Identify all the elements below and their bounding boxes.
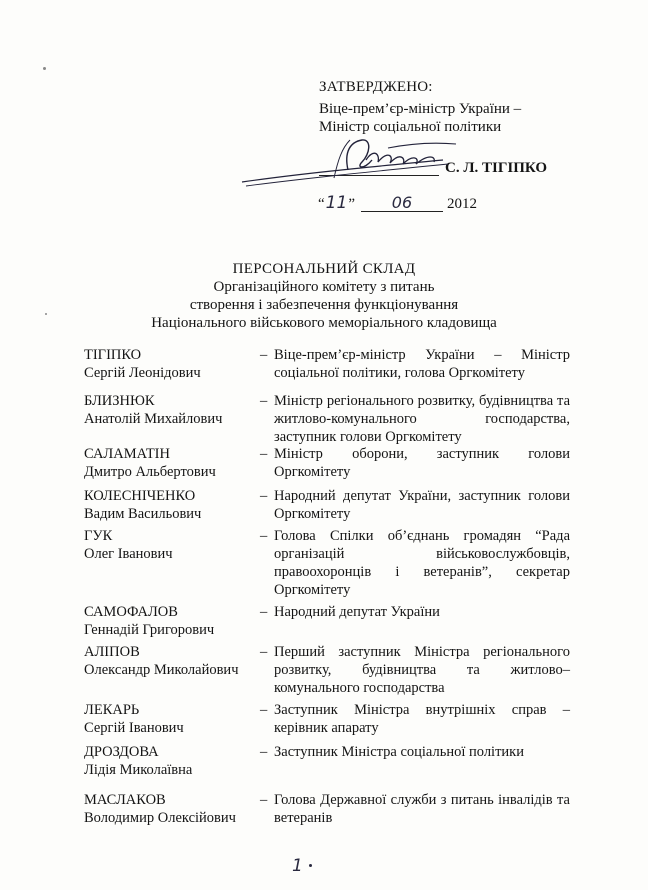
member-role: Міністр регіонального розвитку, будівництва та житлово-комунального господарства, заступник голови Оргкомітету [274, 393, 570, 445]
member-surname: ЛЕКАРЬ [84, 702, 140, 718]
member-name [84, 603, 259, 639]
member-surname: БЛИЗНЮК [84, 393, 155, 409]
member-name [84, 643, 259, 679]
member-name [84, 527, 259, 563]
member-surname: МАСЛАКОВ [84, 792, 166, 808]
member-entry [84, 346, 584, 392]
date-month: 06 [361, 194, 443, 212]
member-role: Віце-прем’єр-міністр України – Міністр соціальної політики, голова Оргкомітету [274, 347, 570, 381]
member-given-name: Сергій Іванович [84, 720, 184, 736]
member-entry [84, 527, 584, 603]
member-entry [84, 445, 584, 487]
member-surname: ГУК [84, 528, 113, 544]
member-role: Голова Державної служби з питань інвалідів та ветеранів [274, 792, 570, 826]
member-dash: – [260, 744, 268, 760]
handwritten-signature [238, 130, 468, 190]
approval-block [319, 78, 619, 136]
member-surname: ДРОЗДОВА [84, 744, 159, 760]
member-given-name: Сергій Леонідович [84, 365, 201, 381]
member-entry [84, 791, 584, 831]
scan-speck [43, 67, 46, 70]
approval-date [318, 193, 477, 213]
title-line-1: ПЕРСОНАЛЬНИЙ СКЛАД [232, 261, 416, 277]
member-role: Народний депутат України [274, 604, 440, 620]
member-role: Заступник Міністра внутрішніх справ – керівник апарату [274, 702, 570, 736]
member-name [84, 743, 259, 779]
member-dash: – [260, 604, 268, 620]
member-role: Міністр оборони, заступник голови Оргкомітету [274, 446, 570, 480]
approval-position-line-2: Міністр соціальної політики [319, 119, 502, 135]
approval-position-line-1: Віце-прем’єр-міністр України – [319, 101, 522, 117]
members-list [84, 346, 584, 831]
member-dash: – [260, 393, 268, 409]
member-name [84, 445, 259, 481]
member-entry [84, 701, 584, 743]
member-entry [84, 603, 584, 643]
date-year: 2012 [446, 196, 477, 212]
member-given-name: Дмитро Альбертович [84, 464, 216, 480]
member-name [84, 487, 259, 523]
member-surname: КОЛЕСНІЧЕНКО [84, 488, 196, 504]
signatory-name: С. Л. ТІГІПКО [445, 160, 548, 176]
approval-heading: ЗАТВЕРДЖЕНО: [319, 79, 433, 95]
page-number: 1 [292, 856, 303, 876]
member-given-name: Вадим Васильович [84, 506, 202, 522]
member-given-name: Геннадій Григорович [84, 622, 215, 638]
member-dash: – [260, 488, 268, 504]
member-role: Народний депутат України, заступник голови Оргкомітету [274, 488, 570, 522]
member-role: Перший заступник Міністра регіонального розвитку, будівництва та житлово–комунального господарства [274, 644, 570, 696]
page-number-dot [309, 864, 312, 867]
member-entry [84, 487, 584, 527]
member-dash: – [260, 702, 268, 718]
member-dash: – [260, 347, 268, 363]
date-day: 11 [325, 193, 348, 213]
member-given-name: Олег Іванович [84, 546, 173, 562]
member-given-name: Лідія Миколаївна [84, 762, 193, 778]
member-role: Заступник Міністра соціальної політики [274, 744, 524, 760]
member-dash: – [260, 792, 268, 808]
title-line-2: Організаційного комітету з питань [213, 279, 435, 295]
date-open-quote: “ [318, 196, 325, 212]
member-name [84, 392, 259, 428]
member-entry [84, 392, 584, 445]
member-surname: ТІГІПКО [84, 347, 142, 363]
member-dash: – [260, 528, 268, 544]
member-dash: – [260, 644, 268, 660]
member-given-name: Олександр Миколайович [84, 662, 239, 678]
member-entry [84, 643, 584, 701]
member-name [84, 701, 259, 737]
member-surname: АЛІПОВ [84, 644, 140, 660]
date-close-quote: ” [348, 196, 355, 212]
member-given-name: Анатолій Михайлович [84, 411, 223, 427]
title-line-4: Національного військового меморіального кладовища [151, 315, 497, 331]
member-given-name: Володимир Олексійович [84, 810, 236, 826]
member-name [84, 346, 259, 382]
member-entry [84, 743, 584, 791]
member-surname: САЛАМАТІН [84, 446, 170, 462]
member-surname: САМОФАЛОВ [84, 604, 178, 620]
member-role: Голова Спілки об’єднань громадян “Рада організацій військовослужбовців, правоохоронців і ветеранів”, секретар Оргкомітету [274, 528, 570, 598]
member-dash: – [260, 446, 268, 462]
document-title [0, 260, 648, 332]
title-line-3: створення і забезпечення функціонування [189, 297, 459, 313]
member-name [84, 791, 259, 827]
